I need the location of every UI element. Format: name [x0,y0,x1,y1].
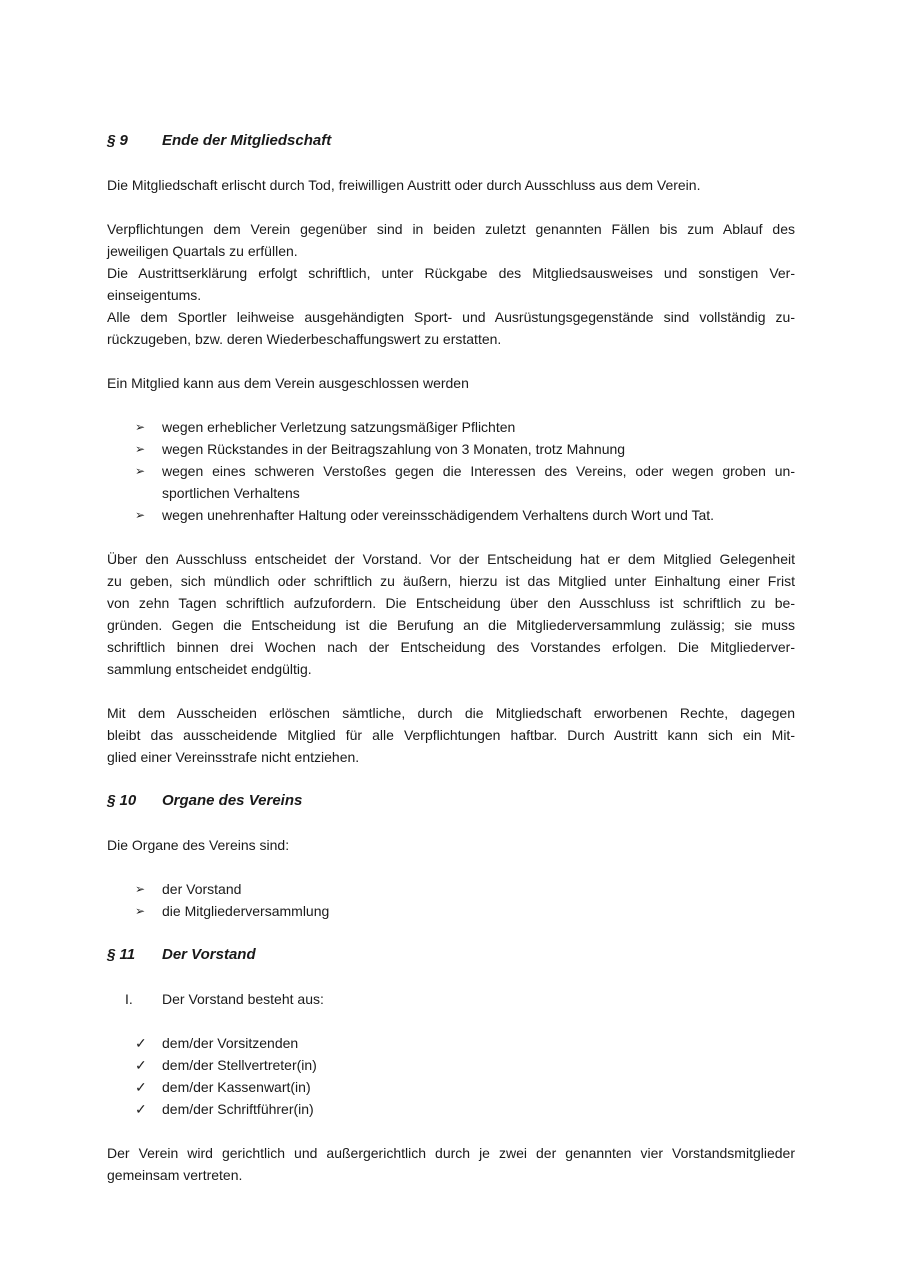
list-item-text: dem/der Kassenwart(in) [162,1079,311,1095]
checkmark-bullet-icon: ✓ [135,1079,147,1095]
list-item [135,460,795,504]
roman-item-text: Der Vorstand besteht aus: [162,991,324,1007]
list-item [135,1032,795,1054]
list-item-text: wegen unehrenhafter Haltung oder vereinsschädigendem Verhaltens durch Wort und Tat. [162,507,715,523]
arrow-bullet-icon: ➢ [135,904,146,918]
arrow-bullet-icon: ➢ [135,508,146,522]
checkmark-bullet-icon: ✓ [135,1035,147,1051]
arrow-bullet-icon: ➢ [135,882,146,896]
roman-list-item [125,988,795,1010]
section-9-number: § 9 [107,132,128,149]
paragraph-membership-end: Die Mitgliedschaft erlischt durch Tod, freiwilligen Austritt oder durch Ausschluss aus dem Verein. [107,177,701,193]
arrow-bullet-icon: ➢ [135,464,146,478]
paragraph-exclusion-intro: Ein Mitglied kann aus dem Verein ausgeschlossen werden [107,375,469,391]
paragraph-organs-intro: Die Organe des Vereins sind: [107,837,290,853]
roman-numeral: I. [125,991,133,1007]
paragraph-rights-expiry: Mit dem Ausscheiden erlöschen sämtliche, durch die Mitgliedschaft erworbenen Rechte, dagegen bleibt das ausscheidende Mitglied für alle Verpflichtungen haftbar. Durch Austritt kann sich ein Mit- glied einer Vereinsstrafe nicht entziehen. [107,705,795,765]
page-content [107,130,795,1186]
list-item-text: wegen erheblicher Verletzung satzungsmäßiger Pflichten [162,419,516,435]
checkmark-bullet-icon: ✓ [135,1057,147,1073]
list-item-text: die Mitgliederversammlung [162,903,330,919]
organs-list [135,878,795,922]
section-9-title: Ende der Mitgliedschaft [162,132,332,149]
list-item-text: dem/der Stellvertreter(in) [162,1057,317,1073]
arrow-bullet-icon: ➢ [135,420,146,434]
list-item [135,504,795,526]
list-item-text: der Vorstand [162,881,242,897]
paragraph-group-obligations [107,218,795,350]
section-10-title: Organe des Vereins [162,792,303,809]
list-item [135,900,795,922]
list-item-text: wegen eines schweren Verstoßes gegen die Interessen des Vereins, oder wegen groben un- sportlichen Verhaltens [162,463,795,501]
section-11-number: § 11 [107,946,136,963]
list-item-text: dem/der Vorsitzenden [162,1035,299,1051]
section-11 [107,944,795,1186]
list-item [135,438,795,460]
list-item [135,878,795,900]
list-item [135,1076,795,1098]
section-9-heading [107,130,795,152]
section-11-title: Der Vorstand [162,946,256,963]
section-10-heading [107,790,795,812]
list-item-text: wegen Rückstandes in der Beitragszahlung von 3 Monaten, trotz Mahnung [162,441,626,457]
section-10 [107,790,795,922]
paragraph-obligations: Verpflichtungen dem Verein gegenüber sind in beiden zuletzt genannten Fällen bis zum Ablauf des jeweiligen Quartals zu erfüllen. [107,221,795,259]
list-item [135,416,795,438]
section-11-heading [107,944,795,966]
section-10-number: § 10 [107,792,137,809]
list-item [135,1054,795,1076]
checkmark-bullet-icon: ✓ [135,1101,147,1117]
paragraph-resignation: Die Austrittserklärung erfolgt schriftlich, unter Rückgabe des Mitgliedsausweises und sonstigen Ver- einseigentums. [107,265,795,303]
paragraph-representation: Der Verein wird gerichtlich und außergerichtlich durch je zwei der genannten vier Vorstandsmitglieder gemeinsam vertreten. [107,1145,795,1183]
paragraph-equipment-return: Alle dem Sportler leihweise ausgehändigten Sport- und Ausrüstungsgegenstände sind vollständig zu- rückzugeben, bzw. deren Wiederbeschaffungswert zu erstatten. [107,309,795,347]
paragraph-exclusion-procedure: Über den Ausschluss entscheidet der Vorstand. Vor der Entscheidung hat er dem Mitglied Gelegenheit zu geben, sich mündlich oder schriftlich zu äußern, hierzu ist das Mitglied unter Einhaltung einer Frist von zehn Tagen schriftlich aufzufordern. Die Entscheidung über den Ausschluss ist schriftlich zu be- gründen. Gegen die Entscheidung ist die Berufung an die Mitgliederversammlung zulässig; sie muss schriftlich binnen drei Wochen nach der Entscheidung des Vorstandes erfolgen. Die Mitgliederver- sammlung entscheidet endgültig. [107,551,795,677]
board-members-list [135,1032,795,1120]
list-item-text: dem/der Schriftführer(in) [162,1101,314,1117]
section-9 [107,130,795,768]
exclusion-reasons-list [135,416,795,526]
arrow-bullet-icon: ➢ [135,442,146,456]
list-item [135,1098,795,1120]
